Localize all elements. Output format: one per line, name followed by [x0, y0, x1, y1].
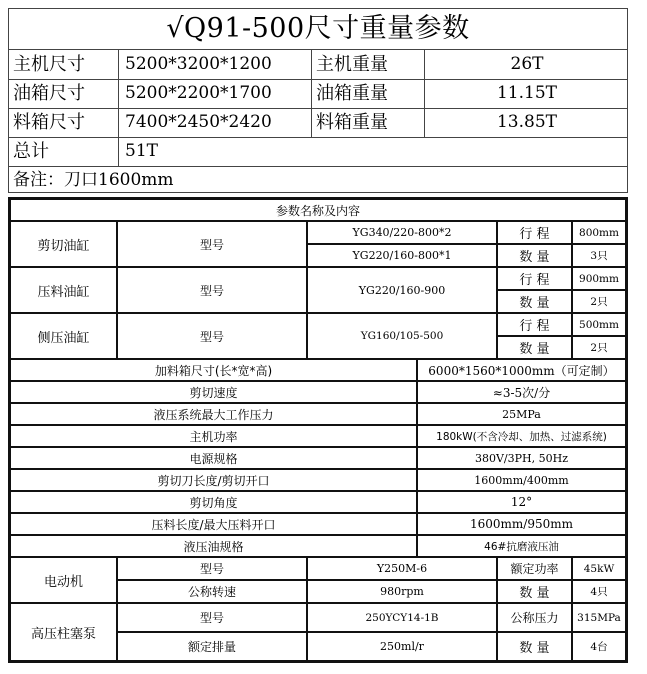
cylinder-name: 侧压油缸	[10, 313, 117, 359]
model-label: 型号	[117, 267, 307, 313]
spec-value: 380V/3PH, 50Hz	[417, 447, 626, 469]
quantity-value: 4台	[572, 632, 626, 661]
quantity-label: 数 量	[497, 336, 572, 359]
spec-label: 液压油规格	[10, 535, 417, 557]
summary-row-main	[9, 50, 627, 80]
summary-row-feed-box	[9, 108, 627, 138]
speed-value: 980rpm	[307, 580, 497, 603]
model-label: 型号	[117, 313, 307, 359]
displacement-label: 额定排量	[117, 632, 307, 661]
spec-value: ≈3-5次/分	[417, 381, 626, 403]
spec-label: 剪切角度	[10, 491, 417, 513]
pressure-value: 315MPa	[572, 603, 626, 632]
stroke-label: 行 程	[497, 221, 572, 244]
weight-label: 油箱重量	[312, 79, 425, 108]
page-title: √Q91-500尺寸重量参数	[9, 9, 627, 50]
dimensions-value: 5200*2200*1700	[119, 79, 312, 108]
model-value: 250YCY14-1B	[307, 603, 497, 632]
stroke-value: 900mm	[572, 267, 626, 290]
power-label: 额定功率	[497, 557, 572, 580]
model-label: 型号	[117, 221, 307, 267]
model-value: YG220/160-800*1	[307, 244, 497, 267]
quantity-label: 数 量	[497, 244, 572, 267]
weight-value: 11.15T	[496, 83, 557, 103]
spec-value: 46#抗磨液压油	[417, 535, 626, 557]
displacement-value: 250ml/r	[307, 632, 497, 661]
spec-value: 25MPa	[417, 403, 626, 425]
motor-name: 电动机	[10, 557, 117, 603]
stroke-label: 行 程	[497, 313, 572, 336]
spec-label: 剪切刀长度/剪切开口	[10, 469, 417, 491]
quantity-value: 3只	[572, 244, 626, 267]
total-value: 51T	[125, 141, 158, 161]
note-line	[9, 166, 627, 194]
parameter-table	[8, 197, 628, 663]
spec-value: 1600mm/950mm	[417, 513, 626, 535]
quantity-value: 2只	[572, 290, 626, 313]
parameter-header: 参数名称及内容	[10, 199, 626, 221]
power-value: 45kW	[572, 557, 626, 580]
total-label: 总计	[9, 137, 119, 166]
cylinder-name: 压料油缸	[10, 267, 117, 313]
spec-label: 剪切速度	[10, 381, 417, 403]
row-label: 料箱尺寸	[9, 108, 119, 137]
quantity-label: 数 量	[497, 632, 572, 661]
weight-label: 料箱重量	[312, 108, 425, 137]
weight-label: 主机重量	[312, 50, 425, 79]
cylinder-name: 剪切油缸	[10, 221, 117, 267]
dimensions-value: 5200*3200*1200	[119, 50, 312, 79]
spec-value: 1600mm/400mm	[417, 469, 626, 491]
model-value: YG340/220-800*2	[307, 221, 497, 244]
model-value: Y250M-6	[307, 557, 497, 580]
spec-label: 主机功率	[10, 425, 417, 447]
weight-value: 13.85T	[496, 112, 557, 132]
spec-label: 压料长度/最大压料开口	[10, 513, 417, 535]
weight-value: 26T	[510, 54, 544, 74]
spec-value: 6000*1560*1000mm（可定制）	[417, 359, 626, 381]
spec-label: 液压系统最大工作压力	[10, 403, 417, 425]
stroke-value: 500mm	[572, 313, 626, 336]
quantity-value: 4只	[572, 580, 626, 603]
speed-label: 公称转速	[117, 580, 307, 603]
note-label: 备注：刀口	[13, 170, 98, 190]
stroke-label: 行 程	[497, 267, 572, 290]
model-label: 型号	[117, 557, 307, 580]
row-label: 油箱尺寸	[9, 79, 119, 108]
note-value: 1600mm	[98, 170, 174, 190]
spec-value: 12°	[417, 491, 626, 513]
quantity-label: 数 量	[497, 290, 572, 313]
summary-row-oil-tank	[9, 79, 627, 109]
spec-label: 加料箱尺寸(长*宽*高)	[10, 359, 417, 381]
row-label: 主机尺寸	[9, 50, 119, 79]
stroke-value: 800mm	[572, 221, 626, 244]
quantity-label: 数 量	[497, 580, 572, 603]
model-label: 型号	[117, 603, 307, 632]
pressure-label: 公称压力	[497, 603, 572, 632]
pump-name: 高压柱塞泵	[10, 603, 117, 661]
quantity-value: 2只	[572, 336, 626, 359]
summary-table	[8, 8, 628, 193]
spec-value: 180kW(不含冷却、加热、过滤系统)	[417, 425, 626, 447]
model-value: YG160/105-500	[307, 313, 497, 359]
dimensions-value: 7400*2450*2420	[119, 108, 312, 137]
spec-label: 电源规格	[10, 447, 417, 469]
summary-row-total	[9, 137, 627, 167]
model-value: YG220/160-900	[307, 267, 497, 313]
